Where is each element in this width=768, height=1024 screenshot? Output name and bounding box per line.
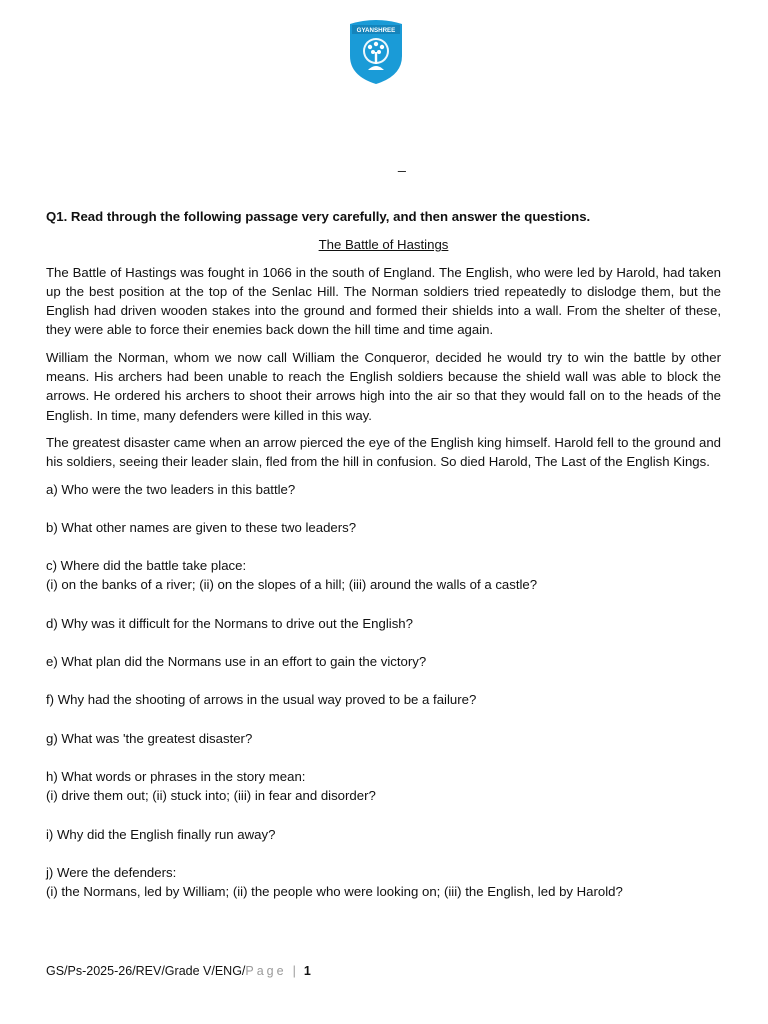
- passage-title: The Battle of Hastings: [318, 237, 449, 253]
- question-text: g) What was 'the greatest disaster?: [46, 730, 253, 746]
- question-text: b) What other names are given to these two leaders?: [46, 519, 357, 535]
- question-heading: Q1. Read through the following passage very carefully, and then answer the questions.: [46, 209, 591, 224]
- question-text: a) Who were the two leaders in this battle?: [46, 481, 296, 497]
- question-options: (i) on the banks of a river; (ii) on the slopes of a hill; (iii) around the walls of a castle?: [46, 577, 538, 593]
- question-text: c) Where did the battle take place:: [46, 558, 247, 574]
- question-options: (i) the Normans, led by William; (ii) the people who were looking on; (iii) the English, led by Harold?: [46, 884, 623, 900]
- question-text: j) Were the defenders:: [46, 864, 177, 880]
- school-logo: [344, 18, 408, 86]
- question-text: d) Why was it difficult for the Normans to drive out the English?: [46, 615, 413, 631]
- passage: [46, 263, 721, 472]
- question-text: e) What plan did the Normans use in an effort to gain the victory?: [46, 654, 427, 670]
- header-dash: _: [398, 156, 406, 172]
- page-label: Page: [245, 964, 287, 978]
- question-item-i: [46, 825, 721, 844]
- question-item-e: [46, 652, 721, 671]
- question-item-g: [46, 729, 721, 748]
- question-item-b: [46, 518, 721, 537]
- page-separator: |: [292, 964, 296, 978]
- page-footer: [46, 963, 311, 979]
- worksheet-content: [46, 207, 721, 920]
- passage-paragraph: The Battle of Hastings was fought in 1066 in the south of England. The English, who were led by Harold, had taken up the best position at the top of the Senlac Hill. The Norman soldiers tried repeatedly to dislodge them, but the English had driven wooden stakes into the ground and formed their shields into a wall. From the shelter of these, they were able to force their enemies back down the hill time and time again.: [46, 264, 721, 338]
- question-item-j: [46, 863, 721, 902]
- question-text: f) Why had the shooting of arrows in the usual way proved to be a failure?: [46, 692, 477, 708]
- question-options: (i) drive them out; (ii) stuck into; (iii) in fear and disorder?: [46, 788, 376, 804]
- passage-paragraph: William the Norman, whom we now call William the Conqueror, decided he would try to win the battle by other means. His archers had been unable to reach the English soldiers because the shield wall was able to block the arrows. He ordered his archers to shoot their arrows high into the air so that they would fall on to the heads of the English. In time, many defenders were killed in this way.: [46, 349, 721, 423]
- question-item-f: [46, 690, 721, 709]
- question-item-c: [46, 556, 721, 595]
- question-text: h) What words or phrases in the story mean:: [46, 768, 306, 784]
- question-text: i) Why did the English finally run away?: [46, 826, 276, 842]
- question-item-a: [46, 480, 721, 499]
- question-item-d: [46, 614, 721, 633]
- passage-paragraph: The greatest disaster came when an arrow pierced the eye of the English king himself. Harold fell to the ground and his soldiers, seeing their leader slain, fled from the hill in confusion. So died Harold, The Last of the English Kings.: [46, 434, 721, 470]
- page-number: 1: [303, 964, 311, 978]
- logo-text: GYANSHREE: [356, 27, 396, 34]
- document-code: GS/Ps-2025-26/REV/Grade V/ENG/: [46, 964, 246, 978]
- question-item-h: [46, 767, 721, 806]
- question-list: [46, 480, 721, 902]
